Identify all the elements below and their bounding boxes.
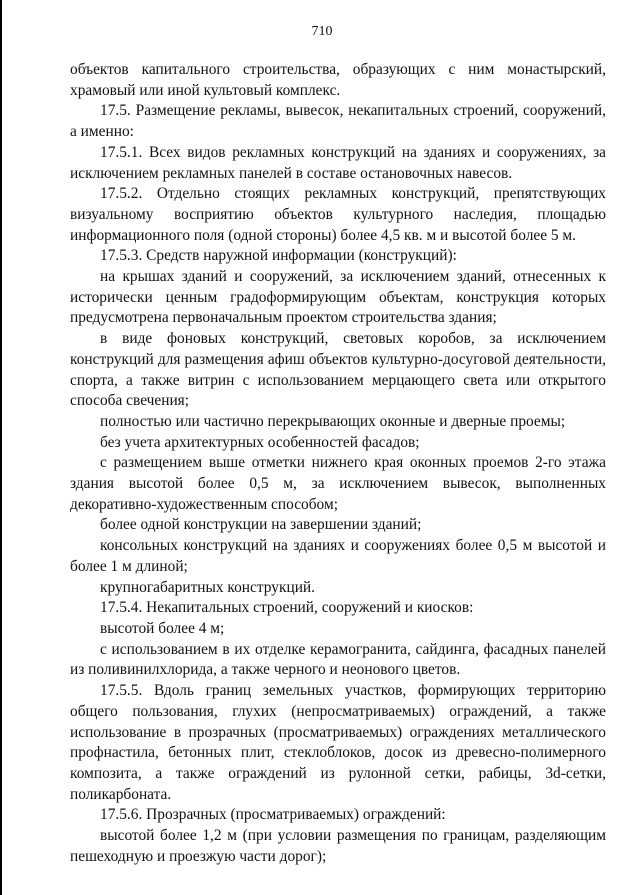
- paragraph: крупногабаритных конструкций.: [100, 578, 316, 596]
- paragraph: 17.5. Размещение рекламы, вывесок, некапитальных строений, сооружений, а именно:: [70, 102, 606, 141]
- page-number: 710: [311, 24, 333, 39]
- paragraph: с размещением выше отметки нижнего края оконных проемов 2-го этажа здания высотой более 0,5 м, за исключением вывесок, выполненных декоративно-художественным способом;: [70, 454, 606, 513]
- paragraph: полностью или частично перекрывающих оконные и дверные проемы;: [100, 412, 566, 430]
- paragraph: высотой более 4 м;: [100, 619, 225, 637]
- paragraph: высотой более 1,2 м (при условии размещения по границам, разделяющим пешеходную и проезжую части дорог);: [70, 827, 606, 865]
- paragraph: 17.5.5. Вдоль границ земельных участков, формирующих территорию общего пользования, глухих (непросматриваемых) ограждений, а также использование в прозрачных (просматриваемых) ограждениях металлического профнастила, бетонных плит, стеклоблоков, досок из древесно-полимерного композита, а также ограждений из рулонной сетки, рабицы, 3d-сетки, поликарбоната.: [70, 682, 606, 803]
- paragraph: объектов капитального строительства, образующих с ним монастырский, храмовый или иной культовый комплекс.: [70, 61, 606, 99]
- paragraph: 17.5.4. Некапитальных строений, сооружений и киосков:: [100, 599, 474, 617]
- paragraph: 17.5.6. Прозрачных (просматриваемых) ограждений:: [100, 806, 446, 824]
- paragraph: 17.5.2. Отдельно стоящих рекламных конструкций, препятствующих визуальному восприятию объектов культурного наследия, площадью информационного поля (одной стороны) более 4,5 кв. м и высотой более 5 м.: [70, 185, 606, 244]
- paragraph: с использованием в их отделке керамогранита, сайдинга, фасадных панелей из поливинилхлорида, а также черного и неонового цветов.: [70, 640, 606, 679]
- paragraph: на крышах зданий и сооружений, за исключением зданий, отнесенных к исторически ценным градоформирующим объектам, конструкция которых предусмотрена первоначальным проектом строительства здания;: [70, 268, 606, 327]
- paragraph: более одной конструкции на завершении зданий;: [100, 516, 422, 534]
- document-body: [70, 60, 606, 867]
- paragraph: без учета архитектурных особенностей фасадов;: [100, 433, 420, 451]
- paragraph: 17.5.3. Средств наружной информации (конструкций):: [100, 247, 457, 265]
- paragraph: консольных конструкций на зданиях и сооружениях более 0,5 м высотой и более 1 м длиной;: [70, 537, 606, 575]
- paragraph: 17.5.1. Всех видов рекламных конструкций на зданиях и сооружениях, за исключением рекламных панелей в составе остановочных навесов.: [70, 143, 606, 182]
- paragraph: в виде фоновых конструкций, световых коробов, за исключением конструкций для размещения афиш объектов культурно-досуговой деятельности, спорта, а также витрин с использованием мерцающего света или открытого способа свечения;: [70, 330, 606, 410]
